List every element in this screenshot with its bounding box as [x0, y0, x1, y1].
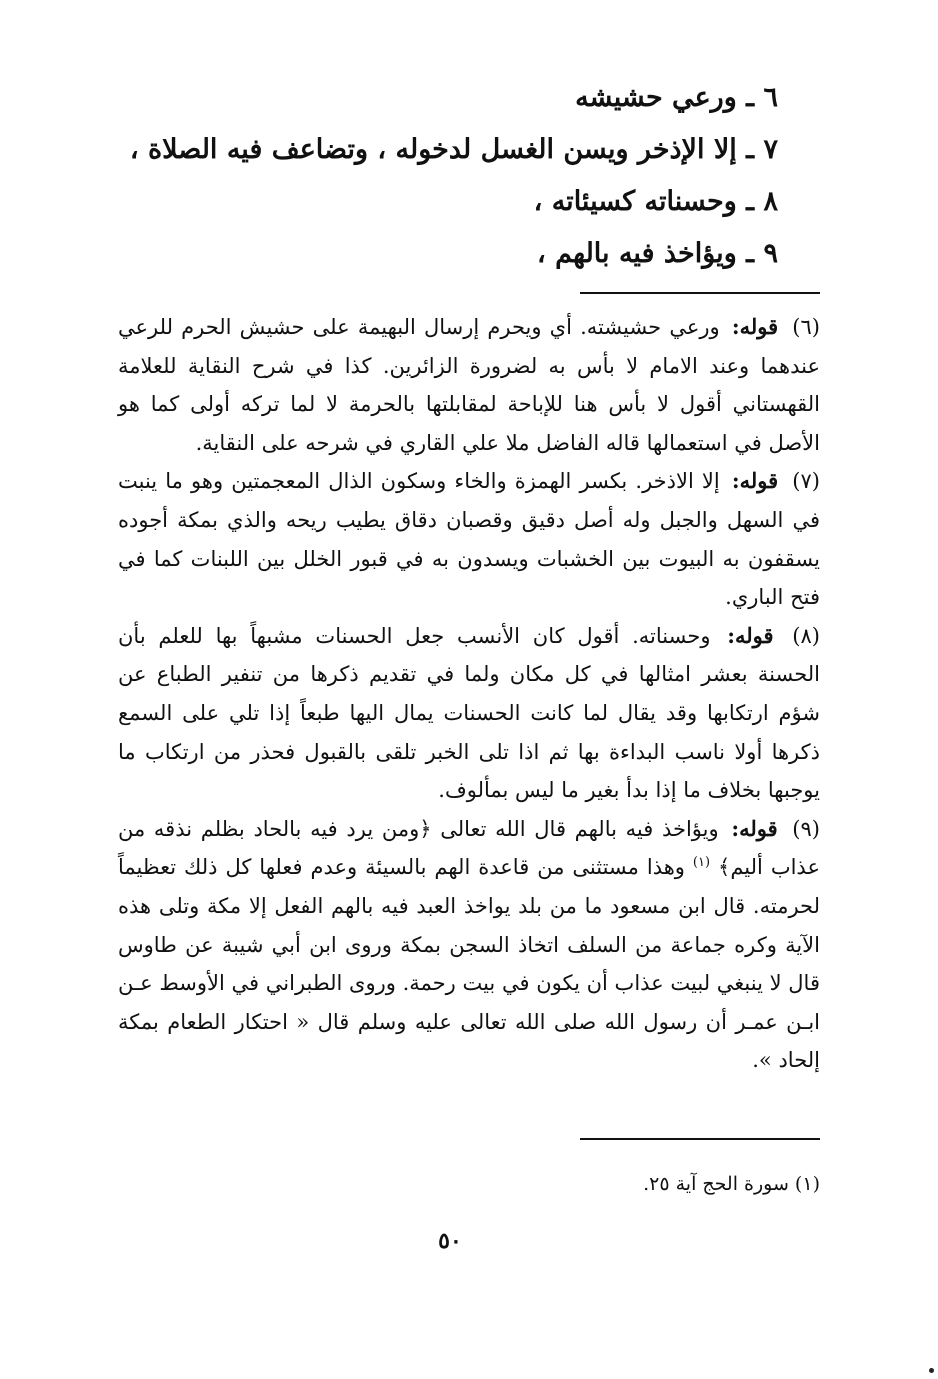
- paragraph-number: (٧): [792, 469, 820, 494]
- verse-number: ٨: [763, 186, 778, 217]
- paragraph-text: وحسناته. أقول كان الأنسب جعل الحسنات مشبهاً بها للعلم بأن الحسنة بعشر امثالها في كل مكان ولما في تقديم ذكرها من تنفير الطباع عن شؤم ارتكابها وقد يقال لما كانت الحسنات يمال اليها طبعاً إذا تلي على السمع ذكرها أولا ناسب البداءة بها ثم اذا تلى الخبر تلقى بالقبول فحذر من ارتكاب ما يوجبها بخلاف ما إذا بدأ بغير ما ليس بمألوف.: [118, 623, 820, 803]
- page-number: ٥٠: [438, 1228, 462, 1254]
- separator-rule: [580, 292, 820, 294]
- paragraph-keyword: قوله:: [731, 314, 779, 339]
- verse-text: ورعي حشيشه: [575, 82, 737, 113]
- commentary-block: [118, 308, 820, 1080]
- paragraph-text: إلا الاذخر. بكسر الهمزة والخاء وسكون الذال المعجمتين وهو ما ينبت في السهل والجبل وله أصل دقيق وقصبان دقاق يطيب ريحه والذي بمكة أجوده يسقفون به البيوت بين الخشبات ويسدون به في قبور الخلل بين اللبنات كما في فتح الباري.: [118, 469, 820, 610]
- verse-dash: ـ: [746, 134, 755, 165]
- scan-speck: [929, 1368, 934, 1373]
- commentary-paragraph: [118, 462, 820, 616]
- paragraph-number: (٩): [792, 816, 820, 841]
- footnote-separator: [580, 1138, 820, 1140]
- footnote-reference[interactable]: (١): [692, 855, 711, 871]
- verse-line: [78, 72, 778, 124]
- footnote: (١) سورة الحج آية ٢٥.: [643, 1173, 820, 1195]
- verse-number: ٦: [763, 82, 778, 113]
- verse-line: [78, 176, 778, 228]
- commentary-paragraph: [118, 810, 820, 1080]
- verse-text: وحسناته كسيئاته ،: [533, 186, 737, 217]
- paragraph-keyword: قوله:: [727, 622, 774, 648]
- verse-dash: ـ: [746, 238, 755, 269]
- paragraph-number: (٦): [792, 315, 820, 339]
- paragraph-number: (٨): [792, 623, 820, 648]
- commentary-paragraph: [118, 308, 820, 462]
- paragraph-text: وهذا مستثنى من قاعدة الهم بالسيئة وعدم فعلها كل ذلك تعظيماً لحرمته. قال ابن مسعود ما من بلد يواخذ العبد فيه بالهم الفعل إلا مكة وتلى هذه الآية وكره جماعة من السلف اتخاذ السجن بمكة وروى ابن أبي شيبة عن طاوس قال لا ينبغي لبيت عذاب أن يكون في بيت رحمة. وروى الطبراني في الأوسط عـن ابـن عمـر أن رسول الله صلى الله تعالى عليه وسلم قال « احتكار الطعام بمكة إلحاد ».: [118, 855, 820, 1073]
- paragraph-text: ورعي حشيشته. أي ويحرم إرسال البهيمة على حشيش الحرم للرعي عندهما وعند الامام لا بأس به لضرورة الزائرين. كذا في شرح النقاية للعلامة القهستاني أقول لا بأس هنا للإباحة لمقابلتها بالحرمة لا لما تركه أولى كما هو الأصل في استعمالها قاله الفاضل ملا علي القاري في شرحه على النقاية.: [118, 315, 820, 455]
- commentary-paragraph: [118, 617, 820, 810]
- verse-text: إلا الإذخر ويسن الغسل لدخوله ، وتضاعف فيه الصلاة ،: [129, 134, 737, 165]
- verse-dash: ـ: [746, 186, 755, 217]
- paragraph-keyword: قوله:: [731, 815, 778, 841]
- verse-number: ٧: [763, 134, 778, 165]
- verse-text: ويؤاخذ فيه بالهم ،: [537, 238, 737, 269]
- verse-dash: ـ: [746, 82, 755, 113]
- paragraph-keyword: قوله:: [731, 468, 779, 494]
- verse-block: [78, 72, 778, 280]
- verse-line: [78, 228, 778, 280]
- paragraph-text: ويؤاخذ فيه بالهم قال الله تعالى ﴿ومن يرد فيه بالحاد بظلم نذقه من عذاب أليم﴾: [118, 816, 820, 880]
- verse-number: ٩: [763, 238, 778, 269]
- verse-line: [78, 124, 778, 176]
